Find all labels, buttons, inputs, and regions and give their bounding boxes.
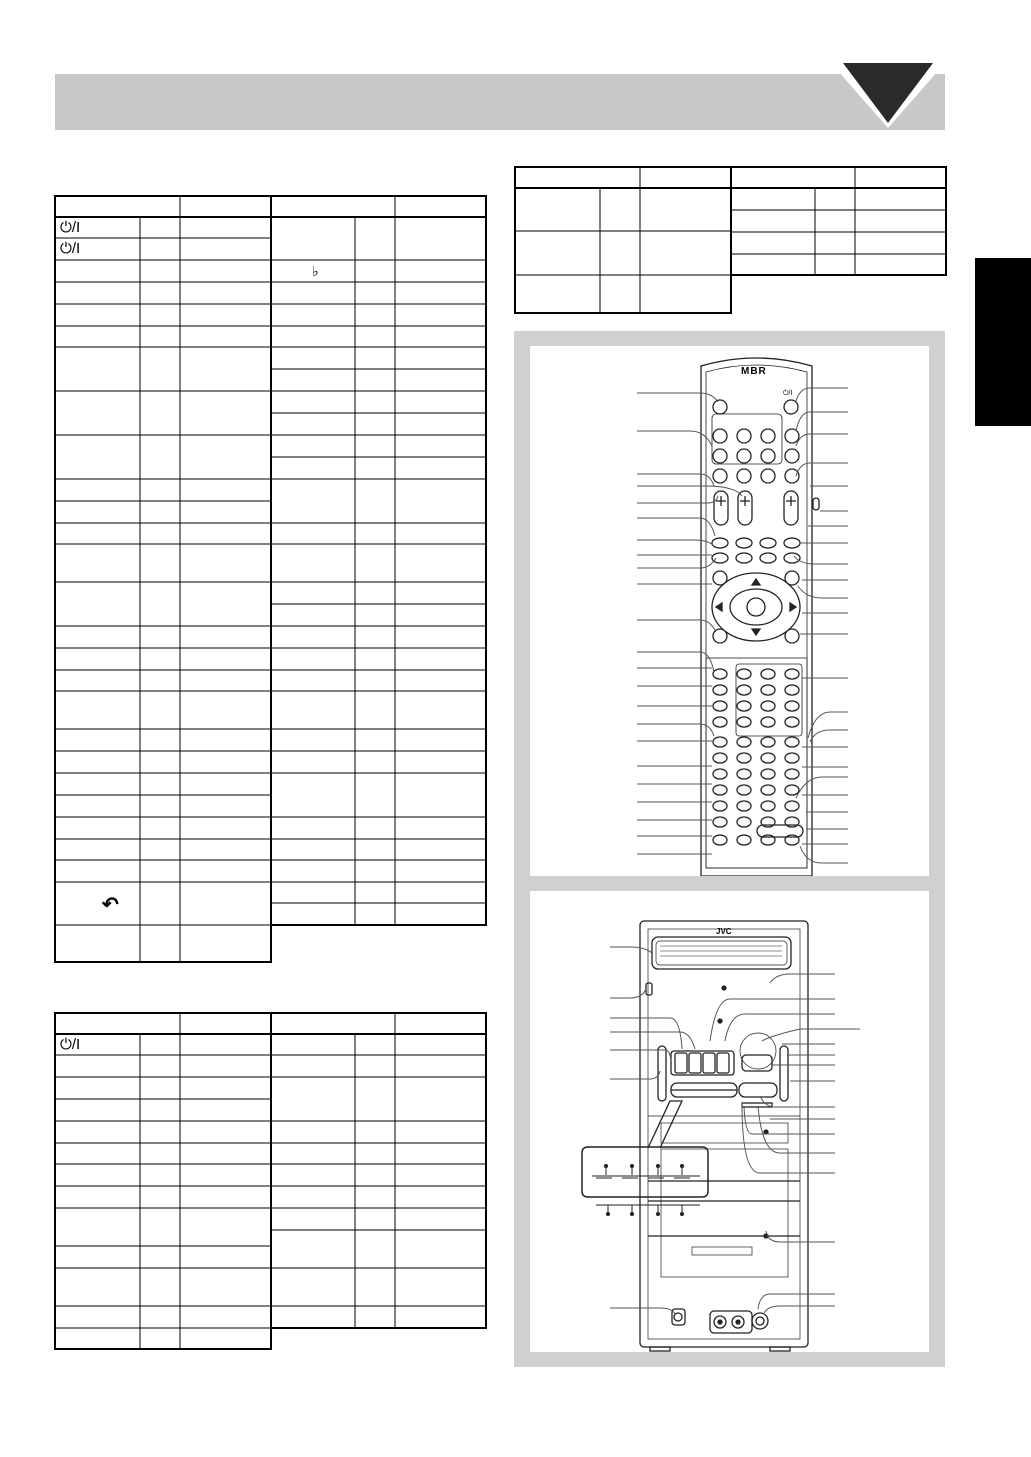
remote-index-grid — [54, 195, 487, 964]
remote-figure-panel — [530, 346, 929, 876]
main-unit-index-table — [54, 1012, 487, 1351]
flat-symbol: ♭ — [312, 263, 319, 279]
main-unit-figure-panel — [530, 891, 929, 1352]
main-unit-index-grid — [54, 1012, 487, 1351]
header-banner — [55, 74, 945, 130]
remote-index-table — [54, 195, 487, 964]
remote-brand-label: MBR — [741, 366, 767, 377]
unit-brand-label: JVC — [716, 927, 732, 936]
top-right-index-table — [514, 166, 947, 316]
power-symbol: ⏻/I — [60, 1036, 81, 1053]
power-symbol: ⏻/I — [60, 219, 81, 236]
power-symbol: ⏻/I — [60, 240, 81, 257]
remote-control-illustration — [530, 346, 929, 876]
language-side-tab — [975, 258, 1031, 426]
main-unit-illustration — [530, 891, 929, 1352]
header-triangle-marker — [843, 63, 933, 123]
remote-power-label: ⏻/I — [783, 390, 793, 397]
top-right-index-grid — [514, 166, 947, 316]
return-icon: ↶ — [102, 894, 119, 916]
